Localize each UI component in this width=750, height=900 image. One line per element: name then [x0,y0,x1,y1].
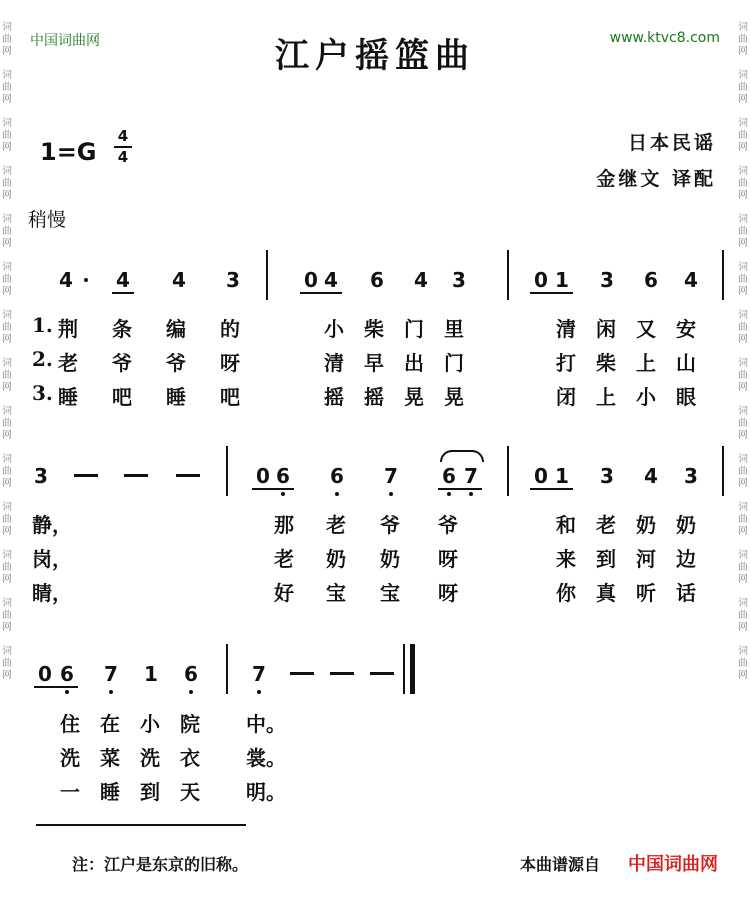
lyric: 安 [676,317,696,341]
watermark-char: 词 [738,454,748,465]
final-bar-line-thick [410,644,415,694]
watermark-char: 网 [738,478,748,489]
note: 3 [452,268,466,292]
bar-line [226,446,228,496]
lyric: 奶 [380,547,400,571]
watermark-char: 网 [738,46,748,57]
lyric: 裳。 [246,746,286,770]
watermark-char: 曲 [2,178,12,189]
watermark-char: 词 [2,310,12,321]
note: 0 [34,662,56,688]
lyric: 门 [404,317,424,341]
watermark-char: 曲 [2,466,12,477]
note: 0 [530,464,552,490]
extension-dash [370,672,394,675]
lyric: 好 [274,581,294,605]
lyric: 条 [112,317,132,341]
lyric: 和 [556,513,576,537]
low-octave-dot [469,492,473,496]
lyric: 你 [556,581,576,605]
lyric: 话 [676,581,696,605]
lyric: 爷 [112,351,132,375]
watermark-char: 网 [2,46,12,57]
verse-number: 3. [32,381,53,405]
watermark-char: 词 [738,118,748,129]
watermark-char: 曲 [2,82,12,93]
time-top: 4 [117,127,129,145]
lyric: 来 [556,547,576,571]
bar-line [722,446,724,496]
watermark-char: 曲 [2,34,12,45]
watermark-char: 网 [2,526,12,537]
lyric: 睡 [58,385,78,409]
lyric: 柴 [596,351,616,375]
watermark-char: 曲 [738,82,748,93]
time-signature [114,128,132,166]
watermark-char: 曲 [2,610,12,621]
watermark-char: 词 [738,646,748,657]
lyric: 闭 [556,385,576,409]
lyric: 奶 [326,547,346,571]
lyric: 小 [324,317,344,341]
note: 3 [600,268,614,292]
watermark-char: 网 [2,622,12,633]
extension-dash [74,474,98,477]
watermark-char: 网 [738,382,748,393]
watermark-char: 词 [2,214,12,225]
watermark-char: 网 [2,142,12,153]
lyric: 洗 [60,746,80,770]
lyric: 老 [326,513,346,537]
note: 7 [460,464,482,490]
source-site[interactable]: 中国词曲网 [628,854,718,875]
lyric: 睛， [32,581,72,605]
lyric: 摇 [324,385,344,409]
lyric: 晃 [444,385,464,409]
watermark-char: 曲 [738,562,748,573]
lyric: 荆 [58,317,78,341]
watermark-char: 曲 [738,610,748,621]
lyric: 住 [60,712,80,736]
watermark-char: 词 [2,550,12,561]
watermark-char: 网 [2,190,12,201]
lyric: 中。 [246,712,286,736]
watermark-char: 词 [738,502,748,513]
lyric: 院 [180,712,200,736]
watermark-char: 词 [2,454,12,465]
note: 4 [320,268,342,294]
watermark-char: 网 [738,334,748,345]
lyric: 清 [556,317,576,341]
translator-credit: 金继文 译配 [596,168,716,190]
lyric: 那 [274,513,294,537]
bar-line [507,250,509,300]
lyric: 摇 [364,385,384,409]
lyric: 到 [140,780,160,804]
lyric: 出 [404,351,424,375]
watermark-char: 词 [2,598,12,609]
note: 7 [252,662,266,686]
lyric: 闲 [596,317,616,341]
lyric: 上 [596,385,616,409]
side-watermark-left [0,22,14,694]
lyric: 小 [140,712,160,736]
watermark-char: 曲 [738,418,748,429]
watermark-char: 词 [2,70,12,81]
watermark-char: 曲 [2,322,12,333]
watermark-char: 网 [2,430,12,441]
watermark-char: 网 [2,334,12,345]
watermark-char: 词 [738,70,748,81]
note: 0 [530,268,552,294]
lyric: 奶 [676,513,696,537]
side-watermark-right [736,22,750,694]
low-octave-dot [447,492,451,496]
watermark-char: 曲 [2,514,12,525]
low-octave-dot [335,492,339,496]
watermark-char: 词 [738,310,748,321]
watermark-char: 网 [2,94,12,105]
lyric: 上 [636,351,656,375]
watermark-char: 曲 [2,658,12,669]
lyric: 河 [636,547,656,571]
source-label: 本曲谱源自 [520,855,601,874]
lyric: 静， [32,513,72,537]
note: 6 [438,464,460,490]
watermark-char: 曲 [738,178,748,189]
watermark-char: 词 [2,502,12,513]
note: 1 [551,464,573,490]
verse-number: 1. [32,313,53,337]
watermark-char: 曲 [738,274,748,285]
watermark-char: 词 [2,358,12,369]
lyric: 菜 [100,746,120,770]
watermark-char: 词 [738,214,748,225]
note: 6 [272,464,294,490]
lyric: 听 [636,581,656,605]
low-octave-dot [281,492,285,496]
lyric: 清 [324,351,344,375]
augmentation-dot [84,278,88,282]
lyric: 爷 [438,513,458,537]
watermark-char: 词 [2,262,12,273]
lyric: 爷 [166,351,186,375]
watermark-char: 词 [738,550,748,561]
lyric: 眼 [676,385,696,409]
watermark-char: 网 [2,286,12,297]
key-signature: 1=G [40,138,97,166]
lyric: 小 [636,385,656,409]
lyric: 宝 [380,581,400,605]
watermark-char: 词 [738,406,748,417]
lyric: 睡 [100,780,120,804]
lyric: 里 [444,317,464,341]
lyric: 天 [180,780,200,804]
lyric: 门 [444,351,464,375]
lyric: 吧 [220,385,240,409]
watermark-char: 曲 [738,370,748,381]
bar-line [507,446,509,496]
watermark-char: 网 [738,574,748,585]
low-octave-dot [389,492,393,496]
extension-dash [290,672,314,675]
watermark-char: 曲 [2,226,12,237]
note: 0 [252,464,274,490]
watermark-char: 词 [2,406,12,417]
bar-line [266,250,268,300]
tempo-marking: 稍慢 [28,209,67,231]
watermark-char: 词 [738,358,748,369]
watermark-char: 网 [2,670,12,681]
watermark-char: 网 [738,286,748,297]
lyric: 打 [556,351,576,375]
extension-dash [176,474,200,477]
note: 7 [104,662,118,686]
note: 4 [644,464,658,488]
watermark-char: 网 [738,94,748,105]
watermark-char: 曲 [2,130,12,141]
note: 3 [684,464,698,488]
watermark-char: 网 [738,622,748,633]
note: 4 [112,268,134,294]
watermark-char: 词 [2,22,12,33]
watermark-char: 词 [2,646,12,657]
lyric: 一 [60,780,80,804]
watermark-char: 曲 [2,370,12,381]
extension-dash [330,672,354,675]
note: 3 [226,268,240,292]
site-name-left: 中国词曲网 [30,33,100,49]
origin-credit: 日本民谣 [627,132,716,154]
note: 7 [384,464,398,488]
site-url: www.ktvc8.com [609,30,720,46]
watermark-char: 曲 [738,658,748,669]
watermark-char: 网 [738,430,748,441]
lyric: 洗 [140,746,160,770]
lyric: 衣 [180,746,200,770]
note: 4 [684,268,698,292]
note: 1 [144,662,158,686]
note: 0 [300,268,322,294]
note: 4 [59,268,73,292]
time-bottom: 4 [117,148,129,166]
lyric: 真 [596,581,616,605]
watermark-char: 曲 [738,322,748,333]
watermark-char: 网 [2,382,12,393]
watermark-char: 曲 [2,418,12,429]
watermark-char: 词 [738,22,748,33]
watermark-char: 曲 [738,514,748,525]
lyric: 边 [676,547,696,571]
lyric: 在 [100,712,120,736]
watermark-char: 网 [2,238,12,249]
lyric: 早 [364,351,384,375]
watermark-char: 网 [2,574,12,585]
note: 1 [551,268,573,294]
bar-line [722,250,724,300]
lyric: 到 [596,547,616,571]
note: 6 [644,268,658,292]
watermark-char: 网 [738,142,748,153]
lyric: 老 [596,513,616,537]
watermark-char: 曲 [738,226,748,237]
song-title: 江户摇篮曲 [275,36,475,76]
watermark-char: 词 [2,118,12,129]
footnote: 注：江户是东京的旧称。 [72,855,249,874]
watermark-char: 词 [738,166,748,177]
watermark-char: 词 [738,598,748,609]
lyric: 奶 [636,513,656,537]
note: 4 [414,268,428,292]
watermark-char: 网 [2,478,12,489]
watermark-char: 曲 [738,34,748,45]
watermark-char: 网 [738,190,748,201]
lyric: 宝 [326,581,346,605]
extension-dash [124,474,148,477]
lyric: 山 [676,351,696,375]
lyric: 老 [58,351,78,375]
low-octave-dot [65,690,69,694]
note: 6 [330,464,344,488]
watermark-char: 曲 [2,274,12,285]
note: 4 [172,268,186,292]
lyric: 爷 [380,513,400,537]
watermark-char: 曲 [738,466,748,477]
lyric: 又 [636,317,656,341]
lyric: 柴 [364,317,384,341]
lyric: 吧 [112,385,132,409]
watermark-char: 曲 [2,562,12,573]
note: 6 [184,662,198,686]
watermark-char: 词 [738,262,748,273]
low-octave-dot [257,690,261,694]
lyric: 的 [220,317,240,341]
lyric: 老 [274,547,294,571]
lyric: 呀 [438,547,458,571]
lyric: 睡 [166,385,186,409]
final-bar-line-thin [403,644,405,694]
lyric: 呀 [220,351,240,375]
slur-mark [440,450,484,462]
watermark-char: 网 [738,526,748,537]
lyric: 呀 [438,581,458,605]
lyric: 岗， [32,547,72,571]
watermark-char: 网 [738,670,748,681]
note: 6 [56,662,78,688]
note: 3 [34,464,48,488]
lyric: 编 [166,317,186,341]
watermark-char: 曲 [738,130,748,141]
note: 6 [370,268,384,292]
verse-number: 2. [32,347,53,371]
watermark-char: 网 [738,238,748,249]
watermark-char: 词 [2,166,12,177]
low-octave-dot [189,690,193,694]
lyric: 明。 [246,780,286,804]
lyric: 晃 [404,385,424,409]
bar-line [226,644,228,694]
low-octave-dot [109,690,113,694]
note: 3 [600,464,614,488]
footnote-rule [36,824,246,826]
